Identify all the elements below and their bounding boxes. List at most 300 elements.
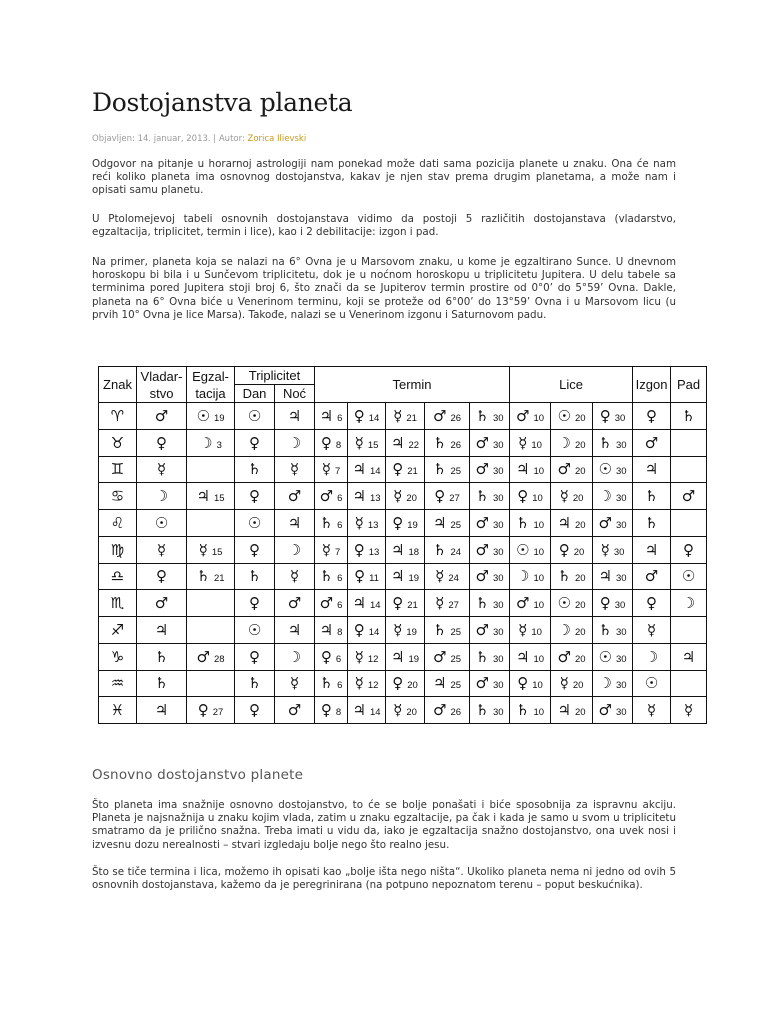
cell-egzaltacija-value: 15	[213, 493, 225, 505]
cell-termin-value: 6	[337, 493, 343, 505]
cell-termin	[470, 643, 510, 670]
cell-dan-glyph: ☉︎	[247, 406, 262, 425]
cell-termin	[425, 617, 470, 644]
cell-noc-glyph: ☽︎	[287, 433, 302, 452]
cell-termin	[425, 510, 470, 537]
cell-termin	[470, 697, 510, 724]
cell-egzaltacija-glyph: ☽︎	[199, 433, 213, 452]
cell-termin-glyph: ♄︎	[432, 620, 447, 639]
cell-termin-value: 30	[492, 493, 504, 505]
cell-vladarstvo-glyph: ☽︎	[154, 487, 169, 506]
cell-termin-value: 21	[406, 412, 417, 424]
cell-pad	[671, 510, 707, 537]
paragraph-peregrine: Što se tiče termina i lica, možemo ih opisati kao „bolje išta nego ništa“. Ukoliko planeta nema ni jedno od ovih 5 osnovnih dostojanstava, kažemo da je peregrinirana (na potpuno nepoznatom terenu – poput beskućnika).	[92, 866, 676, 892]
cell-termin-value: 25	[450, 626, 462, 638]
cell-egzaltacija	[187, 643, 235, 670]
cell-vladarstvo-glyph: ♄︎	[154, 674, 169, 693]
cell-termin-value: 25	[450, 653, 462, 665]
cell-egzaltacija-value: 27	[212, 707, 224, 719]
cell-izgon-glyph: ♀︎	[646, 594, 658, 613]
cell-dan	[235, 429, 275, 456]
table-row	[99, 536, 707, 563]
cell-pad	[671, 563, 707, 590]
cell-termin	[470, 536, 510, 563]
cell-termin-glyph: ♂︎	[319, 594, 334, 613]
cell-lice	[510, 670, 551, 697]
cell-izgon	[633, 536, 671, 563]
cell-termin-value: 6	[337, 680, 343, 692]
cell-pad-glyph: ♀︎	[683, 540, 695, 559]
cell-pad	[671, 670, 707, 697]
cell-vladarstvo	[137, 590, 187, 617]
cell-dan-glyph: ♄︎	[247, 674, 262, 693]
cell-lice	[510, 429, 551, 456]
cell-lice-glyph: ☉︎	[557, 406, 571, 425]
cell-egzaltacija-glyph: ♂︎	[196, 647, 210, 666]
cell-termin	[315, 590, 348, 617]
cell-pad	[671, 403, 707, 430]
cell-termin	[425, 697, 470, 724]
cell-termin-glyph: ♄︎	[475, 594, 489, 613]
cell-termin	[470, 429, 510, 456]
cell-vladarstvo	[137, 483, 187, 510]
cell-termin-glyph: ♀︎	[353, 540, 365, 559]
cell-termin-glyph: ♂︎	[475, 567, 489, 586]
cell-termin-glyph: ☿︎	[354, 647, 364, 666]
cell-termin	[315, 456, 348, 483]
table-row	[99, 483, 707, 510]
cell-egzaltacija	[187, 590, 235, 617]
cell-lice	[593, 670, 633, 697]
cell-termin-value: 12	[367, 680, 379, 692]
cell-termin	[315, 617, 348, 644]
cell-termin	[386, 483, 425, 510]
cell-termin-glyph: ☿︎	[435, 594, 445, 613]
cell-termin-value: 30	[492, 707, 504, 719]
cell-znak	[99, 483, 137, 510]
cell-lice-value: 30	[615, 466, 627, 478]
cell-lice-glyph: ♃︎	[557, 701, 571, 720]
cell-lice	[593, 617, 633, 644]
cell-dan	[235, 697, 275, 724]
cell-egzaltacija	[187, 483, 235, 510]
cell-znak-glyph: ♌︎	[110, 513, 125, 532]
cell-termin-value: 26	[450, 412, 462, 424]
cell-termin-glyph: ☿︎	[354, 433, 364, 452]
cell-lice	[510, 617, 551, 644]
header-noc: Noć	[275, 385, 315, 403]
cell-termin-value: 24	[450, 546, 462, 558]
cell-vladarstvo	[137, 536, 187, 563]
cell-znak-glyph: ♏︎	[110, 594, 125, 613]
cell-termin-glyph: ☿︎	[393, 620, 403, 639]
cell-termin-glyph: ♂︎	[475, 620, 489, 639]
cell-termin-value: 27	[448, 600, 459, 612]
cell-noc	[275, 510, 315, 537]
cell-egzaltacija-glyph: ☉︎	[196, 406, 210, 425]
cell-termin	[425, 483, 470, 510]
cell-termin	[386, 563, 425, 590]
table-row	[99, 590, 707, 617]
cell-termin-glyph: ♄︎	[432, 460, 447, 479]
cell-egzaltacija-glyph: ♃︎	[196, 487, 210, 506]
cell-termin-value: 14	[369, 466, 381, 478]
cell-izgon	[633, 456, 671, 483]
cell-lice-value: 30	[615, 626, 627, 638]
cell-lice-value: 10	[533, 600, 545, 612]
header-dan: Dan	[235, 385, 275, 403]
cell-lice-value: 10	[533, 573, 545, 585]
cell-termin	[348, 456, 386, 483]
cell-termin-value: 25	[450, 466, 462, 478]
cell-termin	[315, 670, 348, 697]
cell-znak-glyph: ♐︎	[110, 620, 125, 639]
cell-egzaltacija-glyph: ♄︎	[196, 567, 210, 586]
cell-lice-value: 30	[615, 493, 627, 505]
post-meta	[92, 134, 306, 144]
cell-termin-glyph: ♂︎	[475, 433, 489, 452]
cell-lice-glyph: ♂︎	[598, 701, 612, 720]
cell-termin-glyph: ♂︎	[432, 647, 447, 666]
cell-termin-value: 15	[367, 439, 379, 451]
cell-znak-glyph: ♑︎	[110, 647, 125, 666]
cell-lice-value: 10	[531, 626, 542, 638]
cell-noc-glyph: ☿︎	[289, 674, 300, 693]
cell-termin-glyph: ♀︎	[392, 674, 404, 693]
cell-termin-value: 8	[335, 439, 342, 451]
cell-lice-glyph: ☉︎	[557, 594, 571, 613]
cell-pad-glyph: ♄︎	[681, 406, 696, 425]
header-izgon: Izgon	[633, 367, 671, 403]
cell-egzaltacija	[187, 697, 235, 724]
cell-pad-glyph: ♂︎	[681, 487, 696, 506]
cell-termin	[425, 456, 470, 483]
cell-termin-value: 21	[407, 466, 418, 478]
cell-dan-glyph: ♄︎	[247, 460, 262, 479]
cell-termin-value: 20	[407, 680, 418, 692]
cell-termin-value: 26	[450, 439, 462, 451]
cell-termin-value: 26	[450, 707, 462, 719]
cell-vladarstvo-glyph: ☿︎	[156, 460, 167, 479]
cell-izgon-glyph: ☉︎	[644, 674, 659, 693]
cell-termin-value: 6	[337, 573, 343, 585]
cell-termin-glyph: ♀︎	[320, 647, 332, 666]
cell-termin-value: 19	[406, 626, 417, 638]
cell-termin-glyph: ♄︎	[319, 567, 334, 586]
cell-lice-glyph: ☽︎	[557, 620, 571, 639]
cell-termin-value: 30	[492, 546, 504, 558]
cell-termin	[315, 563, 348, 590]
cell-termin	[386, 617, 425, 644]
cell-termin-value: 14	[368, 412, 380, 424]
cell-znak	[99, 697, 137, 724]
cell-znak	[99, 510, 137, 537]
cell-termin	[315, 483, 348, 510]
cell-izgon-glyph: ♄︎	[644, 487, 659, 506]
cell-egzaltacija	[187, 429, 235, 456]
cell-izgon	[633, 563, 671, 590]
table-row	[99, 697, 707, 724]
author-link[interactable]: Zorica Ilievski	[247, 134, 307, 144]
cell-termin-glyph: ☿︎	[393, 487, 403, 506]
cell-pad	[671, 643, 707, 670]
cell-termin-value: 30	[492, 680, 504, 692]
cell-termin-glyph: ♄︎	[475, 406, 489, 425]
cell-termin	[470, 483, 510, 510]
cell-pad-glyph: ☉︎	[681, 567, 696, 586]
cell-lice-glyph: ♄︎	[516, 513, 530, 532]
cell-lice	[510, 697, 551, 724]
cell-znak	[99, 403, 137, 430]
cell-lice-value: 20	[574, 519, 586, 531]
cell-znak-glyph: ♒︎	[110, 674, 125, 693]
cell-izgon	[633, 483, 671, 510]
table-row	[99, 563, 707, 590]
cell-lice	[593, 697, 633, 724]
cell-egzaltacija	[187, 456, 235, 483]
cell-lice	[551, 697, 593, 724]
cell-dan-glyph: ♀︎	[249, 647, 260, 666]
cell-lice-glyph: ♃︎	[598, 567, 612, 586]
cell-pad-glyph: ☽︎	[681, 594, 696, 613]
cell-lice-value: 10	[531, 439, 542, 451]
cell-termin-value: 19	[408, 653, 420, 665]
cell-termin	[315, 643, 348, 670]
cell-termin-glyph: ♂︎	[475, 540, 489, 559]
cell-znak	[99, 536, 137, 563]
cell-lice	[551, 643, 593, 670]
cell-lice	[593, 536, 633, 563]
cell-termin	[386, 697, 425, 724]
cell-termin-value: 30	[492, 466, 504, 478]
cell-noc-glyph: ☽︎	[287, 647, 302, 666]
cell-lice-value: 20	[572, 493, 584, 505]
cell-lice	[551, 403, 593, 430]
cell-noc	[275, 536, 315, 563]
cell-termin-glyph: ♄︎	[432, 433, 447, 452]
cell-lice	[551, 456, 593, 483]
cell-lice-value: 10	[533, 653, 545, 665]
cell-vladarstvo	[137, 456, 187, 483]
cell-lice-value: 10	[533, 519, 545, 531]
cell-pad	[671, 456, 707, 483]
cell-lice-glyph: ♀︎	[599, 406, 611, 425]
table-row	[99, 429, 707, 456]
cell-lice-glyph: ♀︎	[517, 487, 529, 506]
cell-lice-value: 10	[533, 412, 545, 424]
cell-egzaltacija-value: 15	[211, 546, 223, 558]
cell-termin	[386, 510, 425, 537]
cell-dan-glyph: ♀︎	[249, 487, 260, 506]
post-date: Objavljen: 14. januar, 2013. | Autor:	[92, 134, 248, 144]
cell-lice-value: 30	[614, 412, 626, 424]
cell-lice	[510, 563, 551, 590]
cell-termin-glyph: ☿︎	[321, 540, 331, 559]
header-znak: Znak	[99, 367, 137, 403]
cell-pad	[671, 617, 707, 644]
cell-lice-glyph: ♂︎	[557, 647, 571, 666]
cell-lice-value: 30	[615, 680, 627, 692]
page-title: Dostojanstva planeta	[92, 88, 353, 117]
cell-termin-glyph: ♂︎	[319, 487, 334, 506]
cell-termin-glyph: ♀︎	[320, 701, 332, 720]
cell-lice-value: 30	[615, 573, 627, 585]
paragraph-example: Na primer, planeta koja se nalazi na 6° Ovna je u Marsovom znaku, u kome je egzaltirano Sunce. U dnevnom horoskopu bi bila i u Sunčevom triplicitetu, dok je u noćnom horoskopu u triplicitetu Jupitera. U delu tabele sa terminima pored Jupitera stoji broj 6, što znači da se Jupiterov termin prostire od 0°0’ do 5°59’ Ovna. Dakle, planeta na 6° Ovna biće u Venerinom terminu, koji se proteže od 6°00’ do 13°59’ Ovna i u Marsovom licu (u prvih 10° Ovna je lice Marsa). Takođe, nalazi se u Venerinom izgonu i Saturnovom padu.	[92, 256, 676, 321]
cell-noc-glyph: ♃︎	[287, 513, 302, 532]
cell-termin	[348, 617, 386, 644]
cell-termin	[425, 643, 470, 670]
cell-termin-glyph: ♀︎	[434, 487, 446, 506]
cell-noc	[275, 563, 315, 590]
cell-termin-glyph: ♄︎	[475, 647, 489, 666]
cell-termin-glyph: ♂︎	[475, 513, 489, 532]
cell-termin-value: 19	[408, 573, 420, 585]
cell-termin-glyph: ♄︎	[475, 701, 489, 720]
cell-termin-glyph: ♀︎	[353, 406, 365, 425]
cell-dan	[235, 456, 275, 483]
cell-znak-glyph: ♎︎	[110, 567, 125, 586]
cell-lice-glyph: ☿︎	[518, 433, 528, 452]
cell-znak	[99, 456, 137, 483]
table-row	[99, 510, 707, 537]
cell-termin-value: 7	[334, 466, 341, 478]
cell-lice	[510, 403, 551, 430]
cell-termin-value: 30	[492, 626, 504, 638]
table-body	[99, 403, 707, 724]
cell-termin-glyph: ♃︎	[319, 620, 334, 639]
cell-termin-glyph: ☿︎	[393, 406, 403, 425]
cell-termin-value: 6	[337, 412, 343, 424]
cell-termin-value: 11	[369, 573, 379, 585]
cell-znak-glyph: ♍︎	[110, 540, 125, 559]
cell-termin	[348, 510, 386, 537]
cell-termin	[386, 536, 425, 563]
cell-lice-value: 30	[615, 653, 627, 665]
cell-lice-value: 20	[574, 466, 586, 478]
cell-lice-value: 30	[613, 546, 625, 558]
cell-termin-value: 27	[449, 493, 460, 505]
cell-termin	[348, 643, 386, 670]
cell-noc-glyph: ☽︎	[287, 540, 302, 559]
cell-pad-glyph: ☿︎	[683, 701, 694, 720]
header-termin: Termin	[315, 367, 510, 403]
cell-egzaltacija-value: 19	[213, 412, 225, 424]
cell-termin-value: 30	[492, 412, 504, 424]
cell-lice	[510, 643, 551, 670]
table-row	[99, 403, 707, 430]
cell-znak-glyph: ♓︎	[110, 701, 125, 720]
cell-izgon-glyph: ♂︎	[644, 567, 659, 586]
cell-vladarstvo-glyph: ☉︎	[154, 513, 169, 532]
cell-egzaltacija	[187, 670, 235, 697]
cell-lice-value: 20	[574, 412, 586, 424]
cell-egzaltacija-glyph: ♀︎	[197, 701, 209, 720]
cell-termin	[470, 563, 510, 590]
cell-vladarstvo	[137, 429, 187, 456]
cell-termin	[425, 536, 470, 563]
cell-lice-value: 10	[532, 680, 543, 692]
cell-noc	[275, 403, 315, 430]
cell-znak-glyph: ♊︎	[110, 460, 125, 479]
cell-lice-value: 10	[533, 546, 545, 558]
cell-termin-glyph: ☿︎	[435, 567, 445, 586]
cell-lice-value: 20	[573, 546, 585, 558]
cell-dan	[235, 563, 275, 590]
cell-termin	[470, 456, 510, 483]
cell-termin	[386, 590, 425, 617]
cell-lice-value: 20	[574, 600, 586, 612]
cell-lice-glyph: ☽︎	[598, 487, 612, 506]
cell-termin-glyph: ♀︎	[354, 567, 366, 586]
cell-vladarstvo-glyph: ♀︎	[156, 433, 167, 452]
cell-termin-value: 22	[408, 439, 420, 451]
cell-termin-glyph: ♂︎	[432, 701, 447, 720]
cell-egzaltacija-glyph: ☿︎	[198, 540, 208, 559]
cell-lice	[551, 590, 593, 617]
cell-lice-glyph: ♃︎	[516, 460, 530, 479]
cell-termin	[348, 563, 386, 590]
cell-termin-glyph: ♀︎	[353, 620, 365, 639]
cell-termin	[425, 670, 470, 697]
cell-termin	[386, 643, 425, 670]
cell-lice	[510, 590, 551, 617]
cell-termin	[470, 403, 510, 430]
cell-termin-glyph: ♂︎	[432, 406, 447, 425]
cell-lice-glyph: ☿︎	[518, 620, 528, 639]
cell-dan	[235, 403, 275, 430]
cell-znak	[99, 563, 137, 590]
cell-dan-glyph: ♀︎	[249, 540, 260, 559]
cell-noc-glyph: ♂︎	[287, 701, 302, 720]
header-lice: Lice	[510, 367, 633, 403]
cell-lice-glyph: ☉︎	[598, 460, 612, 479]
cell-lice-glyph: ♀︎	[599, 594, 611, 613]
cell-termin-glyph: ♂︎	[475, 460, 489, 479]
cell-termin	[315, 429, 348, 456]
cell-lice-value: 30	[615, 439, 627, 451]
cell-vladarstvo-glyph: ☿︎	[156, 540, 167, 559]
cell-noc-glyph: ♃︎	[287, 620, 302, 639]
cell-noc	[275, 697, 315, 724]
cell-izgon-glyph: ☿︎	[646, 620, 657, 639]
cell-termin	[315, 697, 348, 724]
cell-termin	[470, 510, 510, 537]
cell-termin-glyph: ☿︎	[354, 513, 364, 532]
cell-termin-glyph: ☿︎	[354, 674, 364, 693]
cell-lice	[593, 643, 633, 670]
cell-dan	[235, 643, 275, 670]
cell-termin	[425, 590, 470, 617]
cell-termin-value: 14	[369, 600, 381, 612]
cell-termin-glyph: ☿︎	[321, 460, 331, 479]
cell-termin-value: 30	[492, 600, 504, 612]
cell-termin-value: 13	[367, 519, 379, 531]
cell-termin	[386, 429, 425, 456]
cell-noc	[275, 429, 315, 456]
cell-termin-glyph: ♃︎	[352, 594, 366, 613]
cell-znak	[99, 643, 137, 670]
cell-noc	[275, 617, 315, 644]
cell-znak	[99, 429, 137, 456]
cell-lice	[593, 483, 633, 510]
cell-lice-value: 10	[533, 707, 545, 719]
cell-lice-value: 30	[615, 707, 627, 719]
cell-termin-glyph: ♄︎	[475, 487, 489, 506]
cell-vladarstvo	[137, 403, 187, 430]
cell-termin-glyph: ♀︎	[320, 433, 332, 452]
cell-termin-value: 18	[408, 546, 420, 558]
cell-dan	[235, 536, 275, 563]
